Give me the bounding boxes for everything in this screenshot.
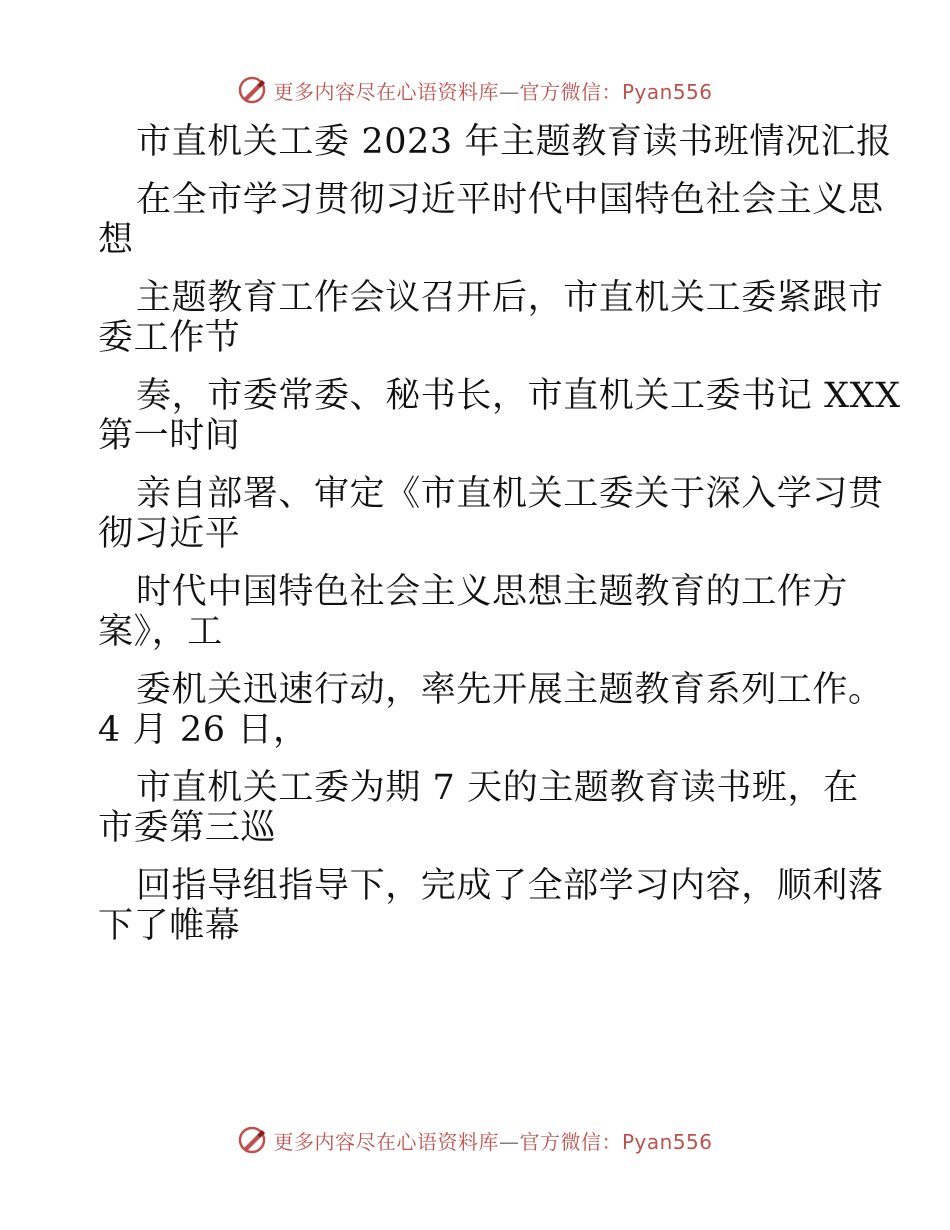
text-line: 市委第三巡	[98, 808, 277, 848]
text-line: 下了帷幕	[98, 906, 241, 946]
text-line: 想	[98, 220, 134, 260]
text-line: 主题教育工作会议召开后，市直机关工委紧跟市	[136, 278, 884, 318]
text-line: 奏，市委常委、秘书长，市直机关工委书记 XXX	[136, 376, 901, 416]
text-line: 回指导组指导下，完成了全部学习内容，顺利落	[136, 866, 884, 906]
text-line: 亲自部署、审定《市直机关工委关于深入学习贯	[136, 474, 884, 514]
text-line: 市直机关工委为期 7 天的主题教育读书班，在	[136, 768, 859, 808]
pen-logo-icon	[237, 75, 267, 105]
pen-logo-icon	[237, 1125, 267, 1155]
watermark-text: 更多内容尽在心语资料库—官方微信：Pyan556	[273, 1129, 713, 1154]
text-line: 委机关迅速行动，率先开展主题教育系列工作。	[136, 670, 884, 710]
document-title: 市直机关工委 2023 年主题教育读书班情况汇报	[136, 122, 892, 162]
text-line: 4 月 26 日，	[98, 710, 309, 750]
text-line: 案》，工	[98, 612, 223, 652]
footer-watermark	[0, 1120, 950, 1160]
text-line: 在全市学习贯彻习近平时代中国特色社会主义思	[136, 180, 884, 220]
header-watermark	[0, 70, 950, 110]
text-line: 彻习近平	[98, 514, 241, 554]
watermark-text: 更多内容尽在心语资料库—官方微信：Pyan556	[273, 79, 713, 104]
text-line: 第一时间	[98, 416, 241, 456]
text-line: 委工作节	[98, 318, 241, 358]
document-body	[98, 122, 901, 946]
text-line: 时代中国特色社会主义思想主题教育的工作方	[136, 572, 849, 612]
